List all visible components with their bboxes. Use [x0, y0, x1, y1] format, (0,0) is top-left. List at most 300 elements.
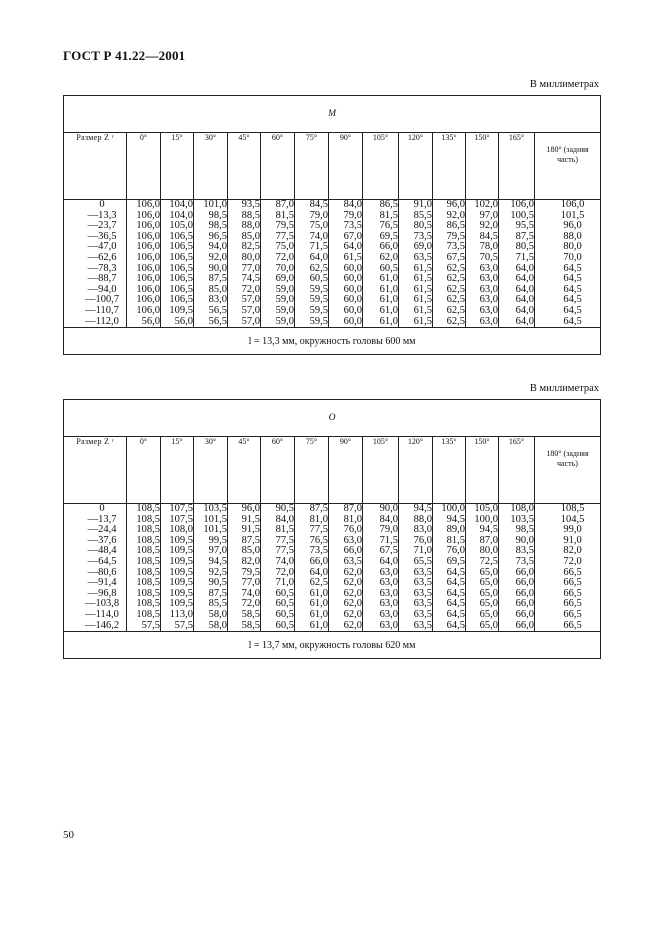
table-cell: 66,5	[563, 566, 582, 578]
table-cell: 59,0	[275, 294, 294, 306]
table-cell: 64,5	[563, 273, 582, 285]
table-cell: 61,5	[413, 262, 432, 274]
value-column	[499, 200, 535, 328]
table-cell: 61,0	[309, 608, 328, 620]
table-cell: 61,5	[413, 283, 432, 295]
table-cell: 61,0	[379, 283, 398, 295]
table-cell: 62,0	[343, 598, 362, 610]
table-cell: 76,0	[343, 524, 362, 536]
table-cell: 81,5	[275, 524, 294, 536]
table-cell: 77,0	[241, 262, 260, 274]
column-header-angle: 60°	[261, 437, 295, 504]
table-cell: 84,0	[379, 513, 398, 525]
table-cell: 77,0	[241, 577, 260, 589]
table-cell: 65,0	[479, 598, 498, 610]
table-cell: 108,5	[136, 587, 160, 599]
table-cell: 63,0	[479, 294, 498, 306]
table-cell: 79,0	[343, 209, 362, 221]
table-cell: 56,5	[208, 315, 227, 327]
table-cell: 92,5	[208, 566, 227, 578]
table-cell: 84,0	[343, 199, 362, 210]
table-cell: 80,0	[563, 241, 582, 253]
table-cell: 105,0	[169, 220, 193, 232]
column-header-angle: 60°	[261, 133, 295, 200]
table-cell: 74,5	[241, 273, 260, 285]
table-cell: 65,0	[479, 587, 498, 599]
table-cell: 71,5	[309, 241, 328, 253]
table-cell: 84,5	[479, 230, 498, 242]
value-column	[535, 200, 601, 328]
table-cell: 62,5	[446, 294, 465, 306]
table-cell: 82,5	[241, 241, 260, 253]
table-cell: 108,0	[510, 503, 534, 514]
table-cell: 87,0	[343, 503, 362, 514]
table-cell: 72,0	[241, 598, 260, 610]
table-cell: 106,0	[136, 199, 160, 210]
table-cell: 62,0	[343, 608, 362, 620]
value-column	[127, 200, 161, 328]
column-header-size: Размер Z ʳ	[64, 437, 127, 504]
table-cell: 62,5	[446, 283, 465, 295]
table-cell: 73,5	[309, 545, 328, 557]
table-cell: 106,0	[136, 241, 160, 253]
table-cell: 74,0	[241, 587, 260, 599]
table-cell: 106,5	[169, 230, 193, 242]
table-cell: 63,0	[379, 598, 398, 610]
table-cell: 104,0	[169, 199, 193, 210]
column-header-angle: 135°	[433, 437, 466, 504]
table-cell: 61,5	[343, 251, 362, 263]
table-cell: 63,5	[343, 555, 362, 567]
table-cell: 70,5	[479, 251, 498, 263]
table-cell: 74,0	[275, 555, 294, 567]
table-cell: 71,5	[515, 251, 534, 263]
table-cell: 63,0	[379, 587, 398, 599]
table-cell: 108,5	[136, 545, 160, 557]
table-cell: 86,5	[379, 199, 398, 210]
table-cell: 65,0	[479, 608, 498, 620]
table-cell: 87,0	[275, 199, 294, 210]
table-cell: 61,5	[413, 304, 432, 316]
table-cell: 64,0	[343, 241, 362, 253]
table-cell: 84,0	[275, 513, 294, 525]
table-cell: 98,5	[515, 524, 534, 536]
table-cell: 106,5	[169, 241, 193, 253]
table-cell: 97,0	[208, 545, 227, 557]
column-header-angle: 90°	[329, 437, 363, 504]
table-cell: 58,0	[208, 619, 227, 631]
table-cell: 79,5	[446, 230, 465, 242]
table-cell: 58,0	[208, 608, 227, 620]
table-cell: 64,0	[515, 273, 534, 285]
table-cell: 81,5	[275, 209, 294, 221]
table-cell: 66,0	[515, 577, 534, 589]
column-header-angle: 0°	[127, 133, 161, 200]
table-cell: 63,5	[413, 587, 432, 599]
table-cell: 109,5	[169, 587, 193, 599]
table-cell: 96,0	[446, 199, 465, 210]
table-cell: 63,0	[343, 534, 362, 546]
table-cell: 60,5	[275, 608, 294, 620]
units-label-1: В миллиметрах	[529, 79, 599, 90]
table-cell: 103,5	[510, 513, 534, 525]
table-cell: 61,0	[309, 619, 328, 631]
column-header-angle: 120°	[399, 437, 433, 504]
table-cell: 62,0	[343, 566, 362, 578]
table-cell: 78,0	[479, 241, 498, 253]
column-header-angle: 105°	[363, 437, 399, 504]
table-cell: 60,5	[275, 587, 294, 599]
value-column	[329, 504, 363, 632]
table-cell: 92,0	[446, 209, 465, 221]
table-cell: 62,5	[446, 262, 465, 274]
table-cell: 88,0	[413, 513, 432, 525]
table-cell: 81,0	[343, 513, 362, 525]
size-value: —62,6	[87, 251, 117, 263]
table-cell: 96,0	[241, 503, 260, 514]
table-o	[63, 399, 601, 659]
column-header-angle: 15°	[161, 133, 194, 200]
size-column	[64, 200, 127, 328]
table-cell: 83,0	[413, 524, 432, 536]
table-cell: 61,0	[309, 598, 328, 610]
table-cell: 106,0	[136, 283, 160, 295]
table-cell: 94,5	[446, 513, 465, 525]
table-cell: 66,5	[563, 587, 582, 599]
table-cell: 64,5	[563, 294, 582, 306]
table-cell: 63,0	[479, 262, 498, 274]
table-cell: 90,0	[208, 262, 227, 274]
table-cell: 106,0	[510, 199, 534, 210]
column-header-angle: 165°	[499, 133, 535, 200]
table-cell: 66,0	[515, 566, 534, 578]
table-cell: 65,5	[413, 555, 432, 567]
table-cell: 85,5	[208, 598, 227, 610]
table-cell: 81,0	[309, 513, 328, 525]
table-cell: 87,5	[309, 503, 328, 514]
table-cell: 85,5	[413, 209, 432, 221]
table-cell: 108,5	[136, 524, 160, 536]
size-value: —91,4	[87, 577, 117, 589]
column-header-angle: 150°	[466, 133, 499, 200]
value-column	[127, 504, 161, 632]
table-cell: 64,5	[446, 587, 465, 599]
table-cell: 66,5	[563, 598, 582, 610]
size-value: —13,7	[87, 513, 117, 525]
table-cell: 63,0	[379, 577, 398, 589]
table-cell: 100,0	[474, 513, 498, 525]
table-cell: 98,5	[208, 209, 227, 221]
table-cell: 107,5	[169, 513, 193, 525]
table-cell: 106,0	[136, 209, 160, 221]
table-cell: 56,0	[141, 315, 160, 327]
table-cell: 106,0	[136, 262, 160, 274]
table-cell: 60,5	[379, 262, 398, 274]
table-cell: 66,0	[515, 619, 534, 631]
value-column	[363, 504, 399, 632]
table-cell: 101,5	[560, 209, 585, 221]
value-column	[399, 200, 433, 328]
table-cell: 94,5	[208, 555, 227, 567]
table-cell: 64,0	[515, 315, 534, 327]
table-cell: 80,5	[515, 241, 534, 253]
table-cell: 77,5	[275, 230, 294, 242]
table-cell: 108,0	[169, 524, 193, 536]
table-cell: 62,0	[379, 251, 398, 263]
table-cell: 70,0	[563, 251, 582, 263]
table-m-wrap	[63, 95, 600, 355]
size-value: —80,6	[87, 566, 117, 578]
value-column	[399, 504, 433, 632]
table-cell: 77,5	[275, 534, 294, 546]
table-cell: 69,5	[379, 230, 398, 242]
table-cell: 60,0	[343, 304, 362, 316]
table-cell: 57,5	[141, 619, 160, 631]
table-cell: 80,0	[479, 545, 498, 557]
table-cell: 109,5	[169, 598, 193, 610]
value-column	[194, 504, 228, 632]
table-o-wrap	[63, 399, 600, 659]
table-cell: 93,5	[241, 199, 260, 210]
table-cell: 63,0	[479, 283, 498, 295]
table-cell: 70,0	[275, 262, 294, 274]
table-cell: 63,0	[479, 304, 498, 316]
table-m	[63, 95, 601, 355]
table-cell: 87,5	[241, 534, 260, 546]
table-cell: 57,0	[241, 294, 260, 306]
table-cell: 108,5	[136, 566, 160, 578]
table-cell: 77,5	[309, 524, 328, 536]
table-cell: 61,5	[413, 315, 432, 327]
table-cell: 66,5	[563, 619, 582, 631]
size-value: —23,7	[87, 220, 117, 232]
value-column	[261, 200, 295, 328]
table-cell: 86,5	[446, 220, 465, 232]
table-cell: 106,5	[169, 294, 193, 306]
table-cell: 64,5	[563, 304, 582, 316]
table-cell: 75,0	[275, 241, 294, 253]
value-column	[466, 504, 499, 632]
value-column	[161, 200, 194, 328]
table-cell: 90,5	[275, 503, 294, 514]
table-cell: 73,5	[446, 241, 465, 253]
table-cell: 63,0	[379, 608, 398, 620]
table-cell: 60,0	[343, 283, 362, 295]
table-cell: 79,5	[241, 566, 260, 578]
table-cell: 57,0	[241, 315, 260, 327]
column-header-angle: 30°	[194, 437, 228, 504]
table-cell: 63,5	[413, 598, 432, 610]
table-cell: 59,0	[275, 283, 294, 295]
column-header-angle: 75°	[295, 133, 329, 200]
table-symbol: M	[64, 96, 601, 133]
value-column	[161, 504, 194, 632]
table-cell: 66,0	[515, 608, 534, 620]
table-cell: 72,0	[275, 251, 294, 263]
table-cell: 71,0	[413, 545, 432, 557]
table-cell: 101,5	[203, 513, 227, 525]
table-cell: 60,0	[343, 262, 362, 274]
value-column	[295, 200, 329, 328]
table-cell: 72,5	[479, 555, 498, 567]
value-column	[433, 200, 466, 328]
table-cell: 109,5	[169, 555, 193, 567]
table-cell: 92,0	[479, 220, 498, 232]
table-cell: 80,0	[241, 251, 260, 263]
table-cell: 64,5	[446, 598, 465, 610]
column-header-angle: 105°	[363, 133, 399, 200]
value-column	[261, 504, 295, 632]
size-value: —13,3	[87, 209, 117, 221]
table-cell: 60,5	[275, 598, 294, 610]
table-cell: 64,5	[446, 577, 465, 589]
table-cell: 100,0	[441, 503, 465, 514]
table-cell: 90,0	[379, 503, 398, 514]
table-cell: 73,5	[413, 230, 432, 242]
table-cell: 104,0	[169, 209, 193, 221]
table-cell: 76,0	[413, 534, 432, 546]
table-cell: 62,5	[446, 315, 465, 327]
table-cell: 103,5	[203, 503, 227, 514]
value-column	[499, 504, 535, 632]
table-cell: 64,5	[563, 262, 582, 274]
table-cell: 106,0	[136, 273, 160, 285]
table-cell: 91,0	[563, 534, 582, 546]
table-cell: 71,0	[275, 577, 294, 589]
table-cell: 62,5	[309, 577, 328, 589]
table-cell: 61,0	[309, 587, 328, 599]
table-symbol: O	[64, 400, 601, 437]
table-cell: 61,0	[379, 304, 398, 316]
size-value: —96,8	[87, 587, 117, 599]
table-cell: 69,0	[413, 241, 432, 253]
table-cell: 58,5	[241, 608, 260, 620]
table-cell: 96,5	[208, 230, 227, 242]
table-cell: 83,0	[208, 294, 227, 306]
table-cell: 66,0	[379, 241, 398, 253]
table-cell: 58,5	[241, 619, 260, 631]
table-cell: 95,5	[515, 220, 534, 232]
table-cell: 101,0	[203, 199, 227, 210]
table-cell: 62,5	[309, 262, 328, 274]
size-value: —64,5	[87, 555, 117, 567]
column-header-angle: 165°	[499, 437, 535, 504]
size-value: —24,4	[87, 524, 117, 536]
table-cell: 61,5	[413, 294, 432, 306]
table-cell: 108,5	[136, 608, 160, 620]
table-cell: 106,5	[169, 273, 193, 285]
table-cell: 73,5	[343, 220, 362, 232]
table-cell: 106,0	[136, 220, 160, 232]
table-cell: 62,0	[343, 619, 362, 631]
table-cell: 59,0	[275, 315, 294, 327]
table-cell: 64,0	[309, 566, 328, 578]
table-cell: 85,0	[208, 283, 227, 295]
document-header: ГОСТ Р 41.22—2001	[63, 48, 186, 63]
table-cell: 106,5	[169, 283, 193, 295]
table-cell: 89,0	[446, 524, 465, 536]
value-column	[228, 504, 261, 632]
table-cell: 57,0	[241, 304, 260, 316]
table-cell: 76,5	[309, 534, 328, 546]
table-cell: 64,5	[446, 566, 465, 578]
table-cell: 75,0	[309, 220, 328, 232]
table-cell: 105,0	[474, 503, 498, 514]
table-cell: 102,0	[474, 199, 498, 210]
column-header-angle: 15°	[161, 437, 194, 504]
table-cell: 64,5	[563, 283, 582, 295]
table-cell: 65,0	[479, 577, 498, 589]
table-cell: 67,5	[379, 545, 398, 557]
size-value: 0	[99, 199, 105, 210]
table-cell: 72,0	[275, 566, 294, 578]
table-cell: 63,0	[479, 315, 498, 327]
table-cell: 69,5	[446, 555, 465, 567]
table-cell: 59,5	[309, 283, 328, 295]
table-cell: 63,5	[413, 608, 432, 620]
table-cell: 79,0	[379, 524, 398, 536]
table-cell: 66,0	[515, 587, 534, 599]
table-cell: 66,0	[309, 555, 328, 567]
table-cell: 82,0	[241, 555, 260, 567]
table-cell: 66,0	[515, 598, 534, 610]
table-cell: 83,5	[515, 545, 534, 557]
size-value: —88,7	[87, 273, 117, 285]
table-cell: 64,5	[446, 619, 465, 631]
table-cell: 64,0	[515, 262, 534, 274]
table-cell: 81,5	[446, 534, 465, 546]
table-cell: 90,0	[515, 534, 534, 546]
size-value: —100,7	[84, 294, 120, 306]
table-cell: 60,5	[309, 273, 328, 285]
value-column	[535, 504, 601, 632]
table-cell: 65,0	[479, 619, 498, 631]
size-value: —146,2	[84, 619, 120, 631]
table-cell: 87,0	[479, 534, 498, 546]
table-cell: 59,5	[309, 294, 328, 306]
table-cell: 82,0	[563, 545, 582, 557]
column-header-angle: 30°	[194, 133, 228, 200]
table-cell: 64,5	[563, 315, 582, 327]
table-cell: 87,5	[515, 230, 534, 242]
table-cell: 67,0	[343, 230, 362, 242]
table-cell: 63,5	[413, 251, 432, 263]
column-header-angle: 0°	[127, 437, 161, 504]
table-cell: 76,5	[379, 220, 398, 232]
table-cell: 113,0	[169, 608, 193, 620]
table-cell: 66,5	[563, 577, 582, 589]
table-footer-note: l = 13,3 мм, окружность головы 600 мм	[64, 328, 601, 355]
table-cell: 108,5	[136, 503, 160, 514]
table-cell: 63,0	[379, 566, 398, 578]
table-cell: 67,5	[446, 251, 465, 263]
table-cell: 76,0	[446, 545, 465, 557]
table-cell: 61,0	[379, 294, 398, 306]
table-cell: 108,5	[136, 534, 160, 546]
table-cell: 63,5	[413, 619, 432, 631]
table-cell: 56,5	[208, 304, 227, 316]
value-column	[295, 504, 329, 632]
table-cell: 88,5	[241, 209, 260, 221]
table-cell: 100,5	[510, 209, 534, 221]
size-value: —94,0	[87, 283, 117, 295]
table-cell: 59,5	[309, 304, 328, 316]
table-cell: 84,5	[309, 199, 328, 210]
size-value: —37,6	[87, 534, 117, 546]
size-value: —112,0	[85, 315, 119, 327]
table-cell: 71,5	[379, 534, 398, 546]
table-cell: 88,0	[563, 230, 582, 242]
